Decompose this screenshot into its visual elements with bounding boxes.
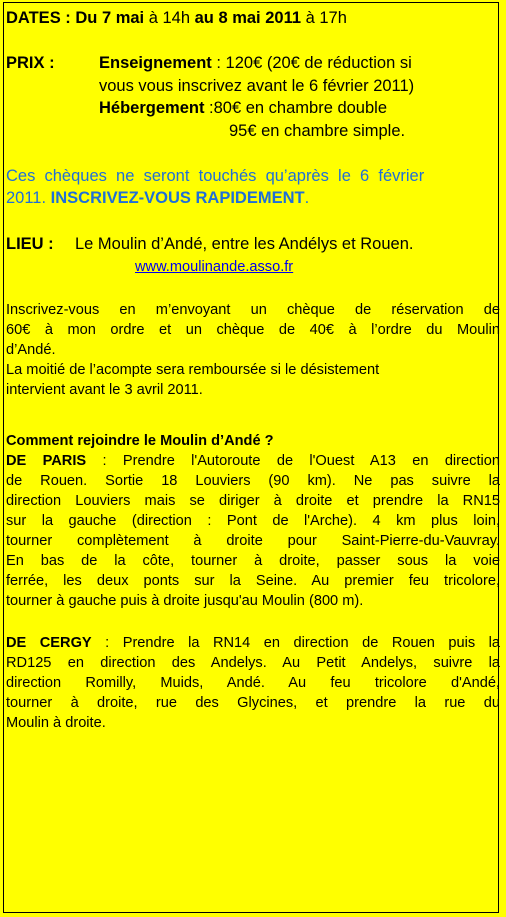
- prix-label: PRIX :: [6, 54, 55, 72]
- inscription-paragraph: [6, 300, 500, 400]
- cheques-line-1: Ces chèques ne seront touchés qu’après le 6 février: [6, 167, 425, 185]
- enseignement-line-2: vous vous inscrivez avant le 6 février 2011): [99, 77, 415, 95]
- directions-line: direction Louviers mais se diriger à droite et prendre la RN15: [6, 493, 500, 509]
- hebergement-double: :80€ en chambre double: [204, 99, 388, 117]
- inscription-line: Inscrivez-vous en m’envoyant un chèque de réservation de: [6, 302, 500, 318]
- directions-line: En bas de la côte, tourner à droite, passer sous la voie: [6, 553, 500, 569]
- inscription-line: intervient avant le 3 avril 2011.: [6, 382, 203, 398]
- enseignement-price: : 120€ (20€ de réduction si: [211, 54, 412, 72]
- dates-start-time: à 14h: [144, 9, 195, 27]
- website-link[interactable]: www.moulinande.asso.fr: [135, 259, 294, 275]
- dates-end-date: au 8 mai 2011: [194, 9, 302, 27]
- directions-line: RD125 en direction des Andelys. Au Petit Andelys, suivre la: [6, 655, 500, 671]
- hebergement-label: Hébergement: [99, 99, 205, 117]
- paris-directions: [6, 451, 500, 611]
- directions-line: tourner complètement à droite pour Saint-Pierre-du-Vauvray.: [6, 533, 500, 549]
- inscrivez-rapidement: INSCRIVEZ-VOUS RAPIDEMENT: [50, 189, 305, 207]
- lieu-text: Le Moulin d’Andé, entre les Andélys et Rouen.: [75, 235, 414, 253]
- dates-line: [6, 7, 347, 29]
- directions-line: tourner à gauche puis à droite jusqu'au Moulin (800 m).: [6, 593, 364, 609]
- hebergement-line: [99, 97, 387, 119]
- enseignement-label: Enseignement: [99, 54, 212, 72]
- dates-label: DATES : Du 7 mai: [6, 9, 145, 27]
- inscription-line: La moitié de l’acompte sera remboursée si le désistement: [6, 362, 380, 378]
- dates-end-time: à 17h: [301, 9, 347, 27]
- directions-line: Moulin à droite.: [6, 715, 106, 731]
- cheques-line-2: 2011. INSCRIVEZ-VOUS RAPIDEMENT.: [6, 189, 310, 207]
- inscription-line: d’Andé.: [6, 342, 56, 358]
- directions-line: sur la gauche (direction : Pont de l'Arche). 4 km plus loin,: [6, 513, 500, 529]
- inscription-line: 60€ à mon ordre et un chèque de 40€ à l’ordre du Moulin: [6, 322, 500, 338]
- directions-line: direction Romilly, Muids, Andé. Au feu tricolore d'Andé,: [6, 675, 500, 691]
- info-card: [3, 2, 499, 913]
- directions-line: : Prendre l'Autoroute de l'Ouest A13 en direction: [86, 453, 500, 469]
- cergy-label: DE CERGY: [6, 635, 92, 651]
- directions-line: : Prendre la RN14 en direction de Rouen puis la: [91, 635, 500, 651]
- directions-line: ferrée, les deux ponts sur la Seine. Au premier feu tricolore,: [6, 573, 500, 589]
- directions-line: de Rouen. Sortie 18 Louviers (90 km). Ne pas suivre la: [6, 473, 500, 489]
- enseignement-line: [99, 52, 412, 74]
- rejoindre-title: Comment rejoindre le Moulin d’Andé ?: [6, 433, 274, 449]
- paris-label: DE PARIS: [6, 453, 87, 469]
- lieu-label: LIEU :: [6, 235, 54, 253]
- directions-line: tourner à droite, rue des Glycines, et prendre la rue du: [6, 695, 500, 711]
- cergy-directions: [6, 633, 500, 733]
- hebergement-simple: 95€ en chambre simple.: [229, 122, 406, 140]
